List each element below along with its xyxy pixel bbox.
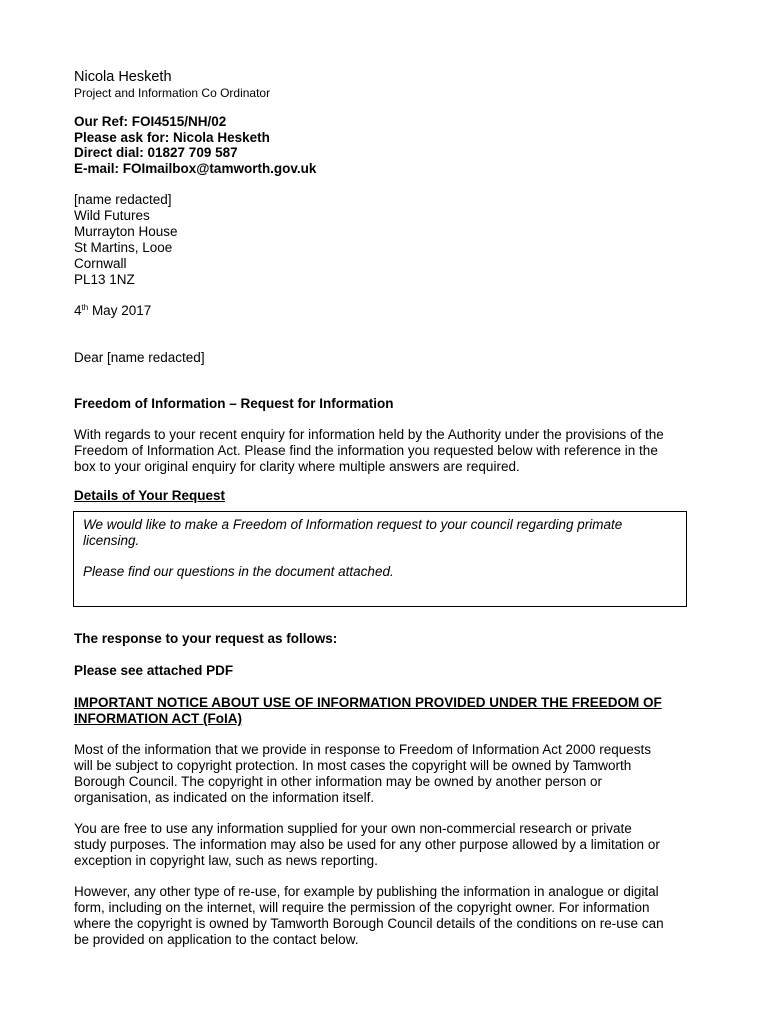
recipient-address (74, 192, 714, 288)
address-line: Cornwall (74, 256, 127, 271)
copyright-paragraph (74, 742, 714, 806)
free-use-line: study purposes. The information may also be used for any other purpose allowed by a limitation or (74, 837, 660, 852)
free-use-line: You are free to use any information supplied for your own non-commercial research or private (74, 821, 632, 836)
letter-date (74, 303, 714, 319)
request-line: We would like to make a Freedom of Information request to your council regarding primate (83, 517, 623, 532)
details-heading: Details of Your Request (74, 488, 226, 503)
reference-block (74, 114, 714, 176)
email-address: E-mail: FOImailbox@tamworth.gov.uk (74, 160, 317, 176)
copyright-line: will be subject to copyright protection. In most cases the copyright will be owned by Tamworth (74, 758, 632, 773)
copyright-line: Most of the information that we provide in response to Freedom of Information Act 2000 requests (74, 742, 652, 757)
direct-dial: Direct dial: 01827 709 587 (74, 145, 238, 160)
reuse-paragraph (74, 884, 714, 948)
intro-line: With regards to your recent enquiry for information held by the Authority under the provisions of the (74, 427, 664, 442)
date-suffix: th (81, 303, 89, 312)
free-use-paragraph (74, 821, 714, 869)
date-day: 4 (74, 303, 82, 318)
reuse-line: where the copyright is owned by Tamworth Borough Council details of the conditions on re-use can (74, 916, 664, 931)
salutation: Dear [name redacted] (74, 350, 205, 365)
intro-line: Freedom of Information Act. Please find the information you requested below with reference in the (74, 443, 658, 458)
notice-heading-line: INFORMATION ACT (FoIA) (74, 711, 242, 726)
address-line: [name redacted] (74, 192, 172, 207)
date-rest: May 2017 (88, 303, 152, 318)
ask-for: Please ask for: Nicola Hesketh (74, 129, 270, 145)
address-line: PL13 1NZ (74, 272, 135, 287)
copyright-line: Borough Council. The copyright in other information may be owned by another person or (74, 774, 603, 789)
notice-heading (74, 695, 714, 727)
address-line: Murrayton House (74, 224, 178, 239)
request-line: Please find our questions in the document attached. (83, 564, 394, 579)
intro-paragraph (74, 427, 714, 475)
address-line: St Martins, Looe (74, 240, 173, 255)
sender-name: Nicola Hesketh (74, 69, 172, 85)
intro-line: box to your original enquiry for clarity where multiple answers are required. (74, 459, 520, 474)
reuse-line: be provided on application to the contact below. (74, 932, 359, 947)
reuse-line: However, any other type of re-use, for example by publishing the information in analogue or digital (74, 884, 659, 899)
free-use-line: exception in copyright law, such as news reporting. (74, 853, 378, 868)
reuse-line: form, including on the internet, will require the permission of the copyright owner. For information (74, 900, 650, 915)
copyright-line: organisation, as indicated on the information itself. (74, 790, 375, 805)
request-line: licensing. (83, 533, 140, 548)
request-box (73, 511, 687, 607)
our-ref: Our Ref: FOI4515/NH/02 (74, 114, 227, 129)
address-line: Wild Futures (74, 208, 150, 223)
see-attached-pdf: Please see attached PDF (74, 663, 234, 678)
response-heading: The response to your request as follows: (74, 631, 338, 646)
notice-heading-line: IMPORTANT NOTICE ABOUT USE OF INFORMATION PROVIDED UNDER THE FREEDOM OF (74, 695, 662, 710)
letter-heading: Freedom of Information – Request for Information (74, 396, 394, 411)
letter-page (74, 69, 714, 948)
sender-title: Project and Information Co Ordinator (74, 86, 271, 100)
